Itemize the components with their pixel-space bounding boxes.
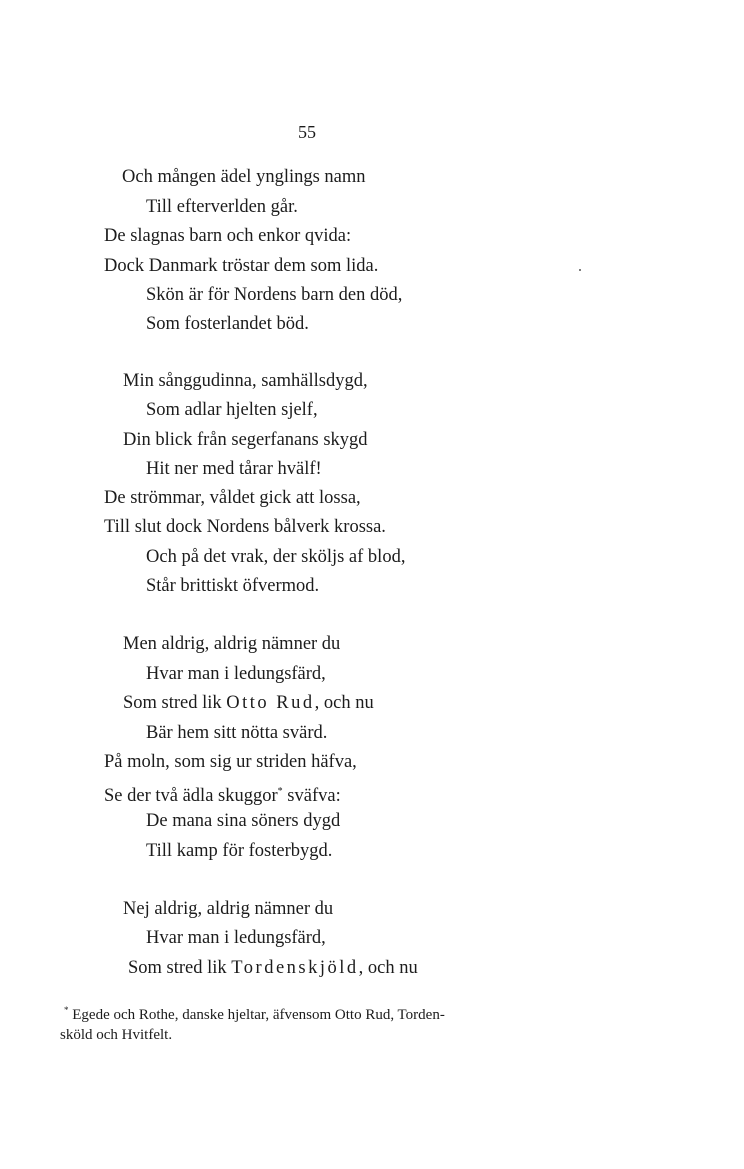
verse-line: Hit ner med tårar hvälf! bbox=[146, 459, 322, 479]
page-number: 55 bbox=[298, 122, 316, 142]
verse-line: På moln, som sig ur striden häfva, bbox=[104, 752, 357, 772]
verse-text: sväfva: bbox=[282, 786, 341, 807]
footnote-marker: * bbox=[64, 1005, 69, 1015]
verse-line bbox=[128, 957, 418, 979]
verse-line: Och mången ädel ynglings namn bbox=[122, 167, 366, 187]
verse-line: Bär hem sitt nötta svärd. bbox=[146, 723, 328, 743]
verse-line: De mana sina söners dygd bbox=[146, 811, 341, 831]
verse-line: Men aldrig, aldrig nämner du bbox=[123, 634, 341, 654]
verse-line: Och på det vrak, der sköljs af blod, bbox=[146, 547, 406, 567]
verse-line: Som adlar hjelten sjelf, bbox=[146, 400, 318, 420]
footnote bbox=[64, 1001, 445, 1024]
verse-text: Se der två ädla skuggor bbox=[104, 786, 278, 807]
verse-line: Dock Danmark tröstar dem som lida. bbox=[104, 256, 379, 276]
verse-line: Skön är för Nordens barn den död, bbox=[146, 285, 403, 305]
verse-line: De strömmar, våldet gick att lossa, bbox=[104, 488, 361, 508]
footnote-continuation: sköld och Hvitfelt. bbox=[60, 1027, 173, 1043]
verse-line: Min sånggudinna, samhällsdygd, bbox=[123, 371, 368, 391]
verse-line: Nej aldrig, aldrig nämner du bbox=[123, 899, 334, 919]
person-name: Otto Rud bbox=[226, 693, 315, 713]
verse-line bbox=[123, 692, 374, 714]
verse-line: Hvar man i ledungsfärd, bbox=[146, 928, 326, 948]
ink-speck bbox=[579, 269, 581, 271]
person-name: Tordenskjöld bbox=[231, 958, 359, 978]
verse-text: , och nu bbox=[358, 958, 418, 978]
verse-line: Till kamp för fosterbygd. bbox=[146, 841, 333, 861]
footnote-marker: * bbox=[277, 786, 283, 797]
verse-line: Till efterverlden går. bbox=[146, 197, 298, 217]
verse-text: , och nu bbox=[314, 693, 374, 713]
verse-text: Som stred lik bbox=[128, 958, 232, 978]
verse-line: Står brittiskt öfvermod. bbox=[146, 576, 320, 596]
verse-text: Som stred lik bbox=[123, 693, 227, 713]
verse-line: De slagnas barn och enkor qvida: bbox=[104, 226, 352, 246]
verse-line: Hvar man i ledungsfärd, bbox=[146, 664, 326, 684]
verse-line: Som fosterlandet böd. bbox=[146, 314, 309, 334]
verse-line: Till slut dock Nordens bålverk krossa. bbox=[104, 517, 386, 537]
footnote-text: Egede och Rothe, danske hjeltar, äfvensom Otto Rud, Torden- bbox=[72, 1007, 445, 1023]
verse-line: Din blick från segerfanans skygd bbox=[123, 430, 368, 450]
verse-line bbox=[104, 781, 341, 807]
